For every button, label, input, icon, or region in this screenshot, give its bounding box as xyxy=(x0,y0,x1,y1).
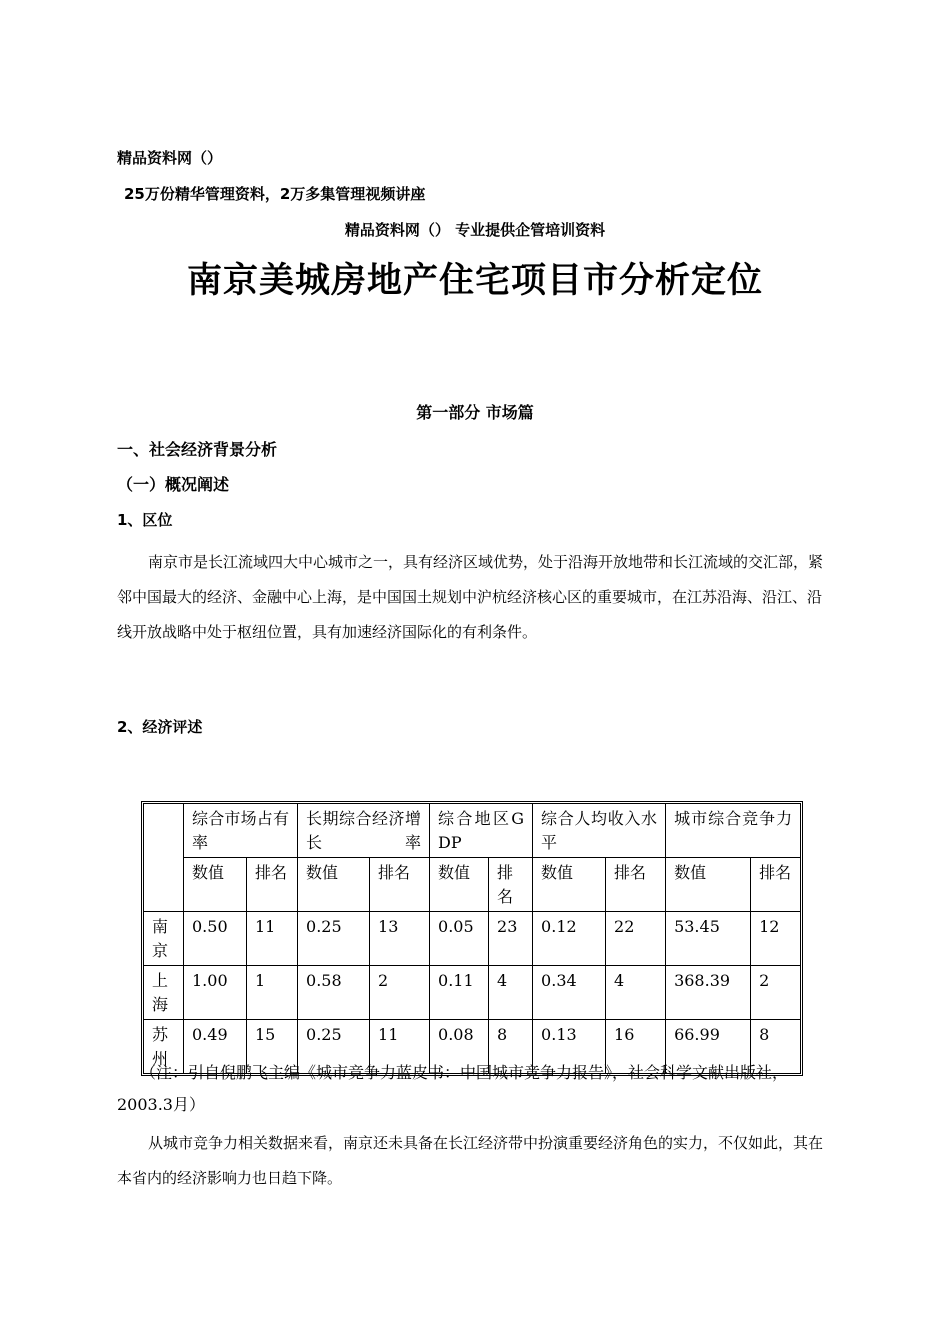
table-cell: 15 xyxy=(247,1020,298,1073)
table-source-note: （注：引自倪鹏飞主编《城市竞争力蓝皮书：中国城市竞争力报告》，社会科学文献出版社，2003.3月） xyxy=(117,1063,789,1114)
table-cell: 23 xyxy=(489,912,533,966)
sub-header-line: 精品资料网（） 专业提供企管培训资料 xyxy=(344,221,606,239)
table-cell: 16 xyxy=(606,1020,666,1073)
table-cell: 1 xyxy=(247,966,298,1020)
competitiveness-table xyxy=(141,801,803,1076)
table-cell: 53.45 xyxy=(666,912,751,966)
table-city-cell: 上海 xyxy=(144,966,184,1020)
table-city-cell: 南京 xyxy=(144,912,184,966)
table-corner-cell xyxy=(144,804,184,912)
table-cell: 368.39 xyxy=(666,966,751,1020)
economy-paragraph: 从城市竞争力相关数据来看，南京还未具备在长江经济带中扮演重要经济角色的实力，不仅如此，其在本省内的经济影响力也日趋下降。 xyxy=(117,1134,824,1187)
table-subheader-rank: 排名 xyxy=(370,858,430,912)
site-header-line: 精品资料网（） xyxy=(117,149,223,167)
table-cell: 11 xyxy=(247,912,298,966)
subsection-heading: （一）概况阐述 xyxy=(117,475,230,494)
table-group-header: 综合地区GDP xyxy=(430,804,533,858)
table-cell: 0.13 xyxy=(533,1020,606,1073)
table-cell: 0.58 xyxy=(298,966,370,1020)
table-group-header: 长期综合经济增长率 xyxy=(298,804,430,858)
table-cell: 0.12 xyxy=(533,912,606,966)
table-subheader-rank: 排名 xyxy=(606,858,666,912)
table-group-header: 综合市场占有率 xyxy=(184,804,298,858)
document-title: 南京美城房地产住宅项目市分析定位 xyxy=(186,261,763,301)
table-row xyxy=(144,966,800,1020)
table-cell: 0.05 xyxy=(430,912,489,966)
table-cell: 4 xyxy=(606,966,666,1020)
table-subheader-rank: 排名 xyxy=(247,858,298,912)
table-subheader-value: 数值 xyxy=(184,858,247,912)
table-cell: 8 xyxy=(759,1025,770,1044)
table-cell: 0.49 xyxy=(184,1020,247,1073)
table-cell: 12 xyxy=(751,912,800,966)
table-cell: 11 xyxy=(370,1020,430,1073)
table-subheader-rank: 排名 xyxy=(751,858,800,912)
table-cell: 0.34 xyxy=(533,966,606,1020)
table-cell: 66.99 xyxy=(666,1020,751,1073)
table-group-header: 城市综合竞争力 xyxy=(666,804,800,858)
location-paragraph: 南京市是长江流域四大中心城市之一，具有经济区域优势，处于沿海开放地带和长江流域的交汇部，紧邻中国最大的经济、金融中心上海，是中国国土规划中沪杭经济核心区的重要城市，在江苏沿海、沿江、沿线开放战略中处于枢纽位置，具有加速经济国际化的有利条件。 xyxy=(117,553,824,641)
table-cell: 13 xyxy=(370,912,430,966)
table-subheader-value: 数值 xyxy=(533,858,606,912)
table-row xyxy=(144,912,800,966)
table-cell: 0.50 xyxy=(184,912,247,966)
section-heading-1: 一、社会经济背景分析 xyxy=(117,440,278,459)
table-subheader-value: 数值 xyxy=(298,858,370,912)
table-cell: 2 xyxy=(370,966,430,1020)
table-cell: 22 xyxy=(606,912,666,966)
table-cell: 8 xyxy=(489,1020,533,1073)
table-cell: 0.25 xyxy=(298,1020,370,1073)
table-subheader-row xyxy=(144,858,800,912)
table-city-cell: 苏州 xyxy=(144,1020,184,1073)
item-heading-location: 1、区位 xyxy=(117,511,173,529)
table-group-header: 综合人均收入水平 xyxy=(533,804,666,858)
table-subheader-rank: 排名 xyxy=(489,858,533,912)
table-cell: 0.11 xyxy=(430,966,489,1020)
table-subheader-value: 数值 xyxy=(430,858,489,912)
table-cell: 0.08 xyxy=(430,1020,489,1073)
table-header-row xyxy=(144,804,800,858)
promo-line: 25万份精华管理资料，2万多集管理视频讲座 xyxy=(124,185,426,203)
table-cell: 4 xyxy=(489,966,533,1020)
table-cell: 1.00 xyxy=(184,966,247,1020)
table-cell: 0.25 xyxy=(298,912,370,966)
item-heading-economy: 2、经济评述 xyxy=(117,718,203,736)
table-subheader-value: 数值 xyxy=(666,858,751,912)
part-heading: 第一部分 市场篇 xyxy=(416,403,534,422)
table-cell: 2 xyxy=(751,966,800,1020)
